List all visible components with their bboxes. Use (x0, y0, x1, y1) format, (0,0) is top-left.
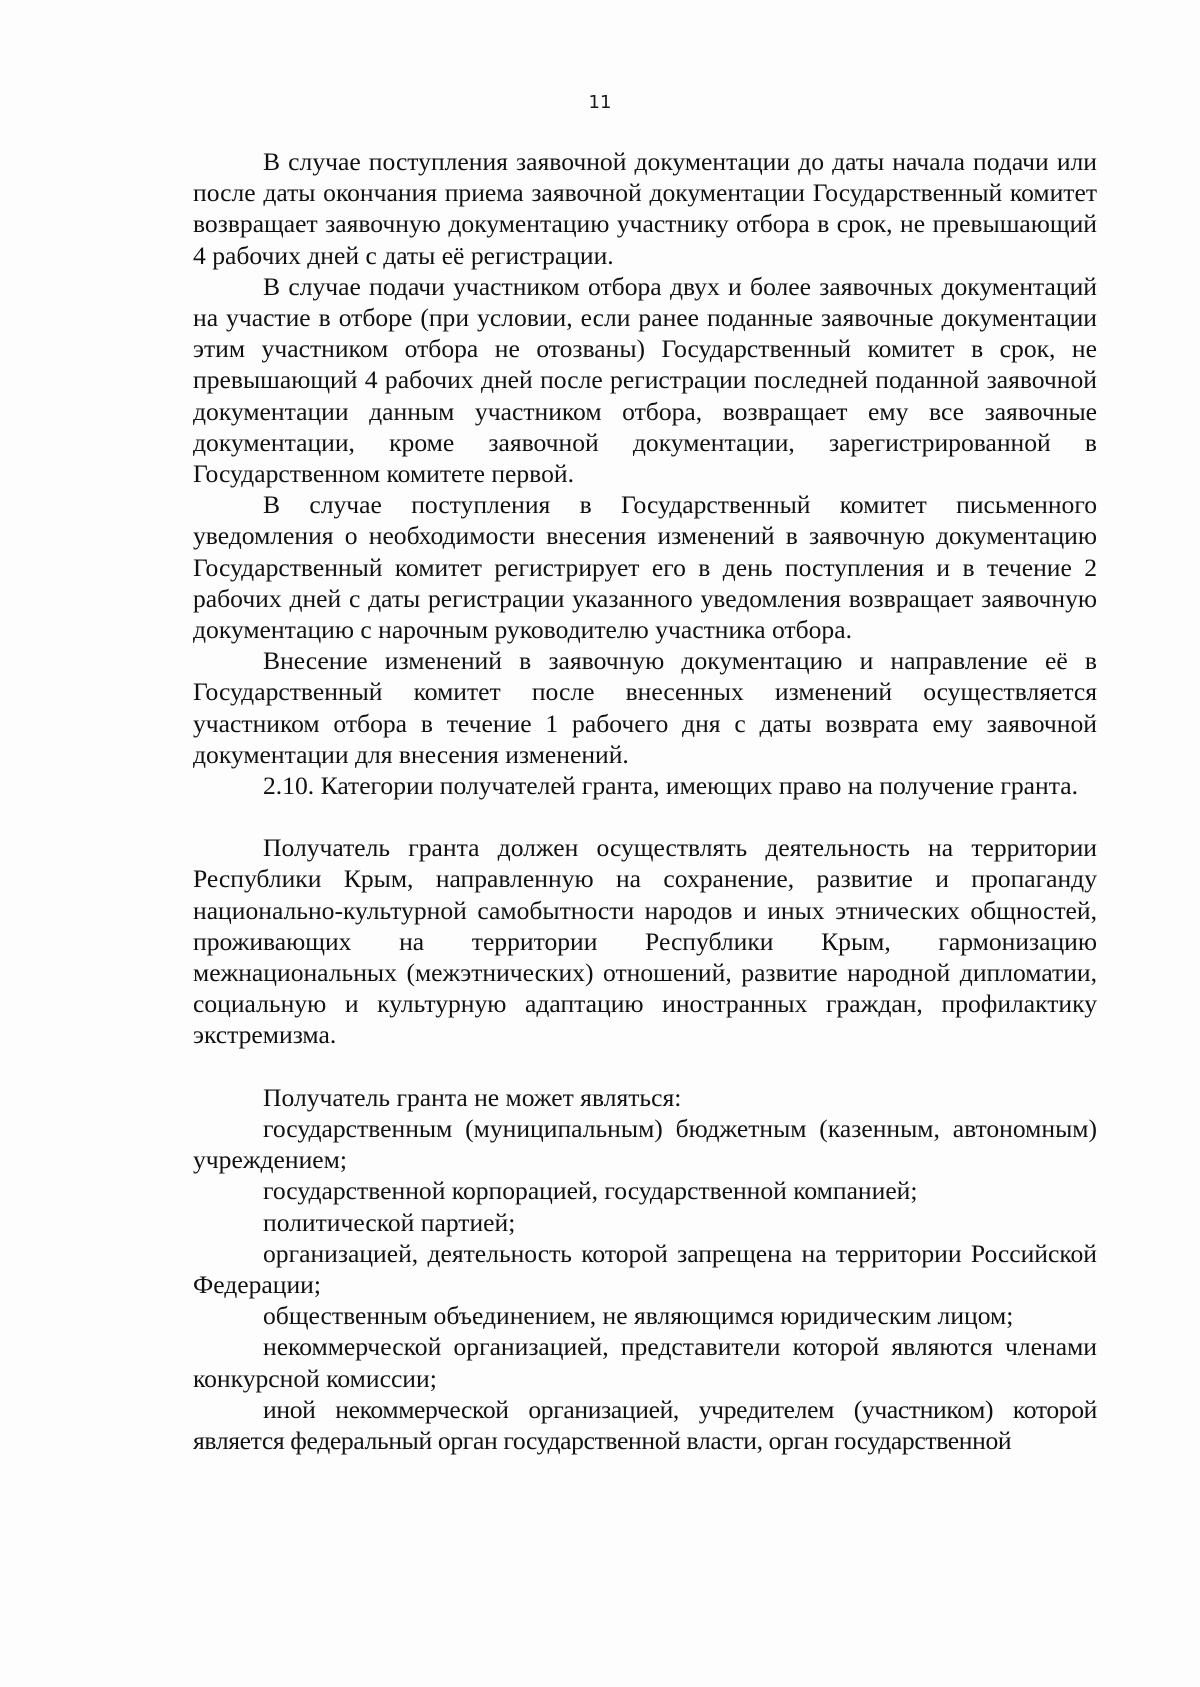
paragraph-changes-submission: Внесение изменений в заявочную документацию и направление её в Государственный комитет после внесенных изменений осуществляется участником отбора в течение 1 рабочего дня с даты возврата ему заявочной документации для внесения изменений. (193, 646, 1097, 769)
list-item-banned-organization: организацией, деятельность которой запрещена на территории Российской Федерации; (193, 1238, 1097, 1299)
paragraph-grant-activity: Получатель гранта должен осуществлять деятельность на территории Республики Крым, направленную на сохранение, развитие и пропаганду национально-культурной самобытности народов и иных этнических общностей, проживающих на территории Республики Крым, гармонизацию межнациональных (межэтнических) отношений, развитие народной дипломатии, социальную и культурную адаптацию иностранных граждан, профилактику экстремизма. (193, 833, 1097, 1050)
document-body (193, 146, 1097, 1456)
paragraph-change-notice: В случае поступления в Государственный комитет письменного уведомления о необходимости внесения изменений в заявочную документацию Государственный комитет регистрирует его в день поступления и в течение 2 рабочих дней с даты регистрации указанного уведомления возвращает заявочную документацию с нарочным руководителю участника отбора. (193, 490, 1097, 645)
paragraph-ineligible-intro: Получатель гранта не может являться: (263, 1082, 682, 1112)
section-heading-2-10: 2.10. Категории получателей гранта, имеющих право на получение гранта. (263, 771, 1078, 801)
paragraph-multiple-applications: В случае подачи участником отбора двух и более заявочных документаций на участие в отборе (при условии, если ранее поданные заявочные документации этим участником отбора не отозваны) Государственный комитет в срок, не превышающий 4 рабочих дней после регистрации последней поданной заявочной документации данным участником отбора, возвращает ему все заявочные документации, кроме заявочной документации, зарегистрированной в Государственном комитете первой. (193, 271, 1097, 489)
page-number: 11 (588, 92, 612, 113)
paragraph-return-early-late: В случае поступления заявочной документации до даты начала подачи или после даты окончания приема заявочной документации Государственный комитет возвращает заявочную документацию участнику отбора в срок, не превышающий 4 рабочих дней с даты её регистрации. (193, 147, 1097, 270)
list-item-federal-founder: иной некоммерческой организацией, учредителем (участником) которой является федеральный орган государственной власти, орган государственной (193, 1394, 1097, 1455)
list-item-commission-members: некоммерческой организацией, представители которой являются членами конкурсной комиссии; (193, 1332, 1097, 1393)
list-item-state-institution: государственным (муниципальным) бюджетным (казенным, автономным) учреждением; (193, 1113, 1097, 1175)
list-item-political-party: политической партией; (263, 1207, 516, 1237)
list-item-state-corporation: государственной корпорацией, государственной компанией; (263, 1176, 918, 1206)
list-item-public-association: общественным объединением, не являющимся юридическим лицом; (263, 1301, 1014, 1331)
